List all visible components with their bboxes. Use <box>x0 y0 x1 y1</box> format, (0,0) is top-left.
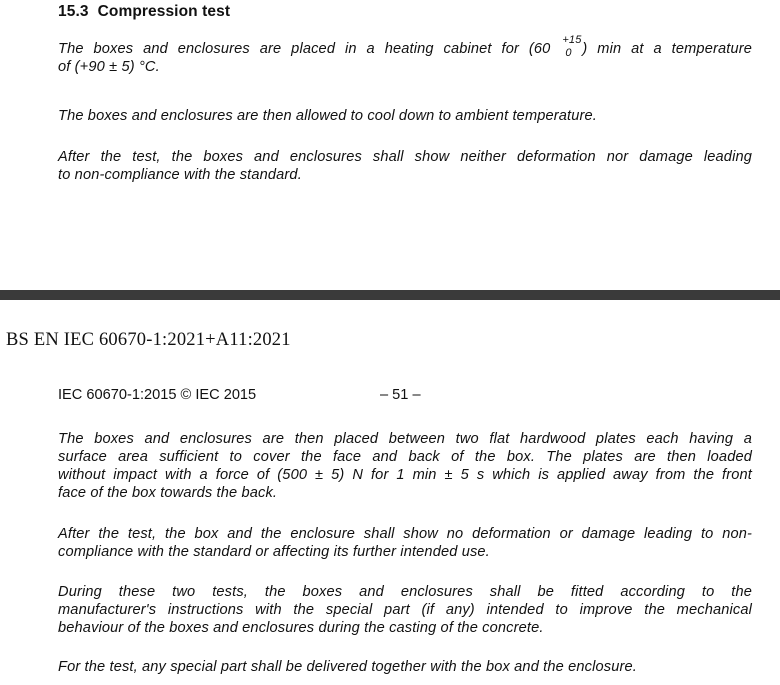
heating-paragraph <box>58 34 752 76</box>
heating-text-end: ) min at a temperature <box>582 41 752 57</box>
fitting-line-3: behaviour of the boxes and enclosures during the casting of the concrete. <box>58 620 544 636</box>
time-tolerance <box>560 34 582 59</box>
section-title: Compression test <box>97 3 231 20</box>
bottom-result-line-1: After the test, the box and the enclosure shall show no deformation or damage leading to non- <box>58 526 752 542</box>
tolerance-upper: +15 <box>562 34 582 46</box>
heating-paragraph-line-2: of (+90 ± 5) °C. <box>58 59 160 75</box>
special-part-paragraph <box>58 658 752 676</box>
cooling-paragraph <box>58 107 752 125</box>
section-heading <box>58 3 230 21</box>
plates-line-3: without impact with a force of (500 ± 5) N for 1 min ± 5 s which is applied away from the front <box>58 467 752 483</box>
top-result-line-1: After the test, the boxes and enclosures shall show neither deformation nor damage leading <box>58 149 752 165</box>
bottom-result-line-2: compliance with the standard or affecting its further intended use. <box>58 544 490 560</box>
heating-paragraph-line-1 <box>58 34 752 59</box>
plates-line-2: surface area sufficient to cover the face and back of the box. The plates are then loaded <box>58 449 752 465</box>
plates-line-1: The boxes and enclosures are then placed between two flat hardwood plates each having a <box>58 431 752 447</box>
upper-page-fragment <box>0 0 780 290</box>
standard-label: BS EN IEC 60670-1:2021+A11:2021 <box>6 330 291 350</box>
fitting-line-1: During these two tests, the boxes and enclosures shall be fitted according to the <box>58 584 752 600</box>
page-header-document: IEC 60670-1:2015 © IEC 2015 <box>58 387 257 403</box>
special-part-line: For the test, any special part shall be delivered together with the box and the enclosure. <box>58 659 637 675</box>
heating-text-start: The boxes and enclosures are placed in a heating cabinet for (60 <box>58 41 551 57</box>
page-separator <box>0 290 780 300</box>
section-number: 15.3 <box>58 3 89 20</box>
plates-line-4: face of the box towards the back. <box>58 485 278 501</box>
plates-paragraph <box>58 430 752 502</box>
top-result-line-2: to non-compliance with the standard. <box>58 167 302 183</box>
page-number: – 51 – <box>380 387 421 403</box>
fitting-line-2: manufacturer's instructions with the special part (if any) intended to improve the mechanical <box>58 602 752 618</box>
cooling-paragraph-line: The boxes and enclosures are then allowed to cool down to ambient temperature. <box>58 108 598 124</box>
bottom-result-paragraph <box>58 525 752 561</box>
tolerance-lower: 0 <box>565 47 572 59</box>
top-result-paragraph <box>58 148 752 184</box>
lower-page-fragment <box>0 300 780 685</box>
fitting-paragraph <box>58 583 752 637</box>
